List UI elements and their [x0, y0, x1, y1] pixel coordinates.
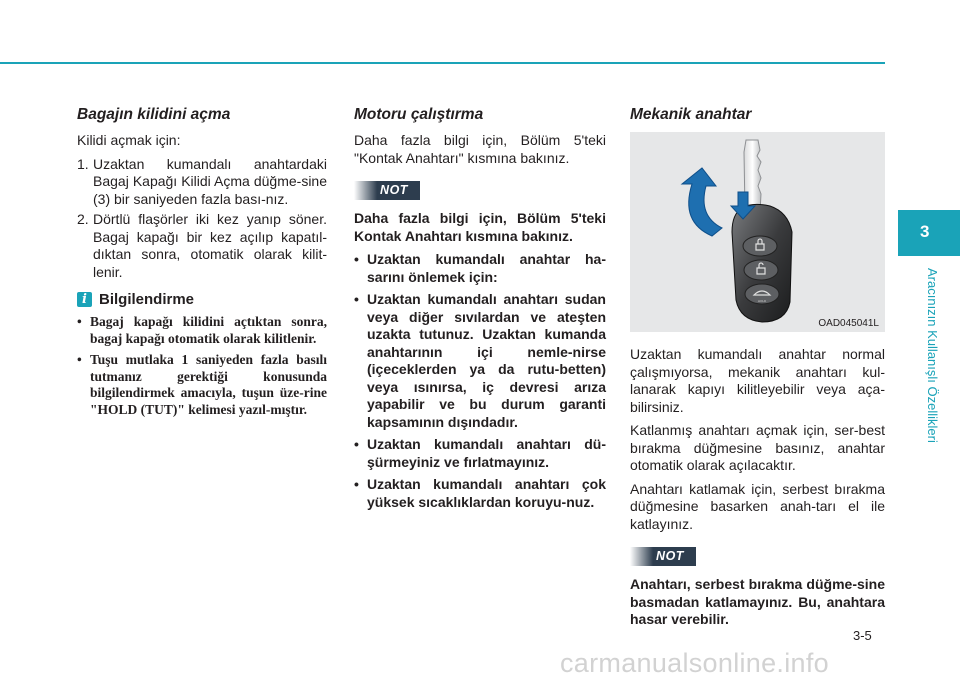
heading-engine-start: Motoru çalıştırma: [354, 106, 484, 123]
column-trunk-unlock: [77, 100, 327, 424]
chapter-number: 3: [920, 222, 930, 241]
info-bullet: • Bagaj kapağı kilidini açtıktan sonra, bagaj kapağı otomatik olarak kilitlenir.: [77, 314, 327, 347]
step-item: [77, 156, 327, 209]
info-header: [77, 291, 327, 308]
figure-code: OAD045041L: [818, 318, 879, 329]
heading-mechanical-key: Mekanik anahtar: [630, 106, 752, 123]
info-bullets: [77, 314, 327, 418]
body-paragraph: Anahtarı katlamak için, serbest bırakma düğmesine basarken anah-tarı el ile katlayınız.: [630, 480, 885, 532]
steps-list: [77, 156, 327, 282]
body-paragraph: Katlanmış anahtarı açmak için, ser-best bırakma düğmesine basınız, anahtar otomatik olarak açılacaktır.: [630, 422, 885, 473]
column-engine-start: [354, 100, 606, 517]
note-bullet: • Uzaktan kumandalı anahtarı sudan veya diğer sıvılardan ve ateşten uzakta tutunuz. Uzaktan kumanda anahtarının içi nemle-nirse (içeceklerden ya da rutu-betten) veya ısınırsa, iç devresi arıza yapabilir ve bu durum garanti kapsamının dışındadır.: [354, 291, 606, 431]
note-badge: [630, 547, 696, 566]
info-bullet: • Tuşu mutlaka 1 saniyeden fazla basılı tutmanız gerektiği konusunda bilgilendirmek amacıyla, tuşun üze-rine "HOLD (TUT)" kelimesi yazıl-mıştır.: [77, 352, 327, 418]
step-item: [77, 211, 327, 281]
step-text: Dörtlü flaşörler iki kez yanıp söner. Bagaj kapağı bir kez açılıp kapatıl-dıktan sonra, otomatik olarak kilit-lenir.: [93, 211, 327, 280]
page-number: 3-5: [853, 628, 872, 643]
key-figure: [630, 132, 885, 332]
info-icon: i: [77, 292, 92, 307]
step-number: 2.: [77, 211, 89, 227]
step-text: Uzaktan kumandalı anahtardaki Bagaj Kapağı Kilidi Açma düğme-sine (3) bir saniyeden fazla bası-nız.: [93, 155, 327, 207]
chapter-title: Aracınızın Kullanışlı Özellikleri: [925, 268, 940, 443]
column-mechanical-key: [630, 100, 885, 635]
note-bullets: [354, 251, 606, 511]
note-text: Anahtarı, serbest bırakma düğme-sine basmadan katlamayınız. Bu, anahtara hasar verebilir.: [630, 576, 885, 627]
note-bullet: • Uzaktan kumandalı anahtarı çok yüksek sıcaklıklardan koruyu-nuz.: [354, 476, 606, 511]
smart-key-illustration: [630, 132, 885, 332]
note-bullet: • Uzaktan kumandalı anahtarı dü-şürmeyiniz ve fırlatmayınız.: [354, 436, 606, 471]
body-paragraph: Uzaktan kumandalı anahtar normal çalışmıyorsa, mekanik anahtarı kul-lanarak kapıyı kilitleyebilir veya aça-bilirsiniz.: [630, 346, 885, 415]
intro-text: Kilidi açmak için:: [77, 132, 181, 148]
step-number: 1.: [77, 155, 89, 172]
info-title: Bilgilendirme: [99, 291, 195, 308]
note-label: NOT: [656, 549, 684, 563]
fold-arrow-icon: [682, 168, 722, 236]
watermark: carmanualsonline.info: [560, 648, 829, 678]
note-lead: Daha fazla bilgi için, Bölüm 5'teki Kontak Anahtarı kısmına bakınız.: [354, 210, 606, 244]
top-rule: [0, 62, 885, 64]
hold-text: HOLD: [757, 299, 767, 303]
note-label: NOT: [380, 183, 408, 197]
note-bullet: • Uzaktan kumandalı anahtar ha-sarını önlemek için:: [354, 251, 606, 286]
note-badge: [354, 181, 420, 200]
heading-trunk-unlock: Bagajın kilidini açma: [77, 106, 231, 123]
intro-text: Daha fazla bilgi için, Bölüm 5'teki "Kontak Anahtarı" kısmına bakınız.: [354, 132, 606, 166]
